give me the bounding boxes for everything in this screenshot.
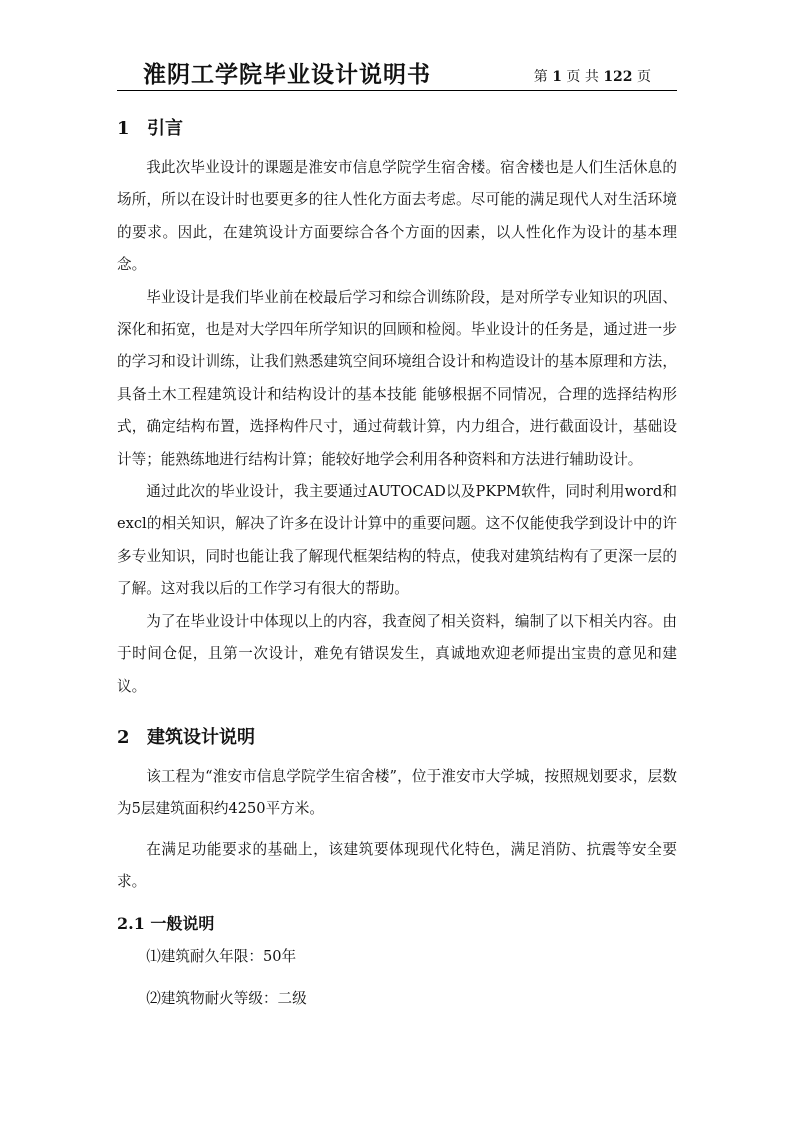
- page-indicator: [534, 66, 651, 86]
- section-1-heading: [117, 112, 677, 146]
- section-1-number: 1: [117, 118, 130, 139]
- list-item: ⑴建筑耐久年限：50年: [146, 947, 297, 965]
- section-2-paragraph-1: 该工程为“淮安市信息学院学生宿舍楼”，位于淮安市大学城，按照规划要求，层数为5层建筑面积约4250平方米。: [117, 767, 677, 818]
- total-pages: 122: [603, 69, 633, 85]
- section-2-title: 建筑设计说明: [147, 726, 255, 748]
- page-prefix: 第: [533, 69, 548, 85]
- section-1-paragraph-4: 为了在毕业设计中体现以上的内容，我查阅了相关资料，编制了以下相关内容。由于时间仓促，且第一次设计，难免有错误发生，真诚地欢迎老师提出宝贵的意见和建议。: [117, 612, 677, 695]
- section-1-paragraph-1: 我此次毕业设计的课题是淮安市信息学院学生宿舍楼。宿舍楼也是人们生活休息的场所，所以在设计时也要更多的往人性化方面去考虑。尽可能的满足现代人对生活环境的要求。因此，在建筑设计方面要综合各个方面的因素，以人性化作为设计的基本理念。: [117, 159, 677, 274]
- section-1-title: 引言: [147, 118, 183, 139]
- page-number: 1: [552, 69, 562, 85]
- section-1-paragraph-3: 通过此次的毕业设计，我主要通过AUTOCAD以及PKPM软件，同时利用word和excl的相关知识，解决了许多在设计计算中的重要问题。这不仅能使我学到设计中的许多专业知识，同时也能让我了解现代框架结构的特点，使我对建筑结构有了更深一层的了解。这对我以后的工作学习有很大的帮助。: [117, 483, 677, 598]
- header-title: 淮阴工学院毕业设计说明书: [143, 61, 431, 88]
- page-suffix: 页: [637, 69, 651, 85]
- section-2-heading: [117, 721, 677, 755]
- section-2-paragraph-2: 在满足功能要求的基础上，该建筑要体现现代化特色，满足消防、抗震等安全要求。: [117, 840, 677, 891]
- page-mid: 页 共: [566, 69, 599, 85]
- list-item: ⑵建筑物耐火等级：二级: [146, 989, 307, 1007]
- document-body: [117, 112, 677, 1015]
- section-1-paragraph-2: 毕业设计是我们毕业前在校最后学习和综合训练阶段，是对所学专业知识的巩固、深化和拓宽，也是对大学四年所学知识的回顾和检阅。毕业设计的任务是，通过进一步的学习和设计训练，让我们熟悉建筑空间环境组合设计和构造设计的基本原理和方法，具备土木工程建筑设计和结构设计的基本技能 能够根据不同情况，合理的选择结构形式，确定结构布置，选择构件尺寸，通过荷载计算，内力组合，进行截面设计，基础设计等；能熟练地进行结构计算；能较好地学会利用各种资料和方法进行辅助设计。: [117, 288, 677, 468]
- section-2-number: 2: [117, 726, 130, 748]
- subsection-2-1-heading: 2.1 一般说明: [117, 913, 215, 933]
- page-header: [117, 50, 677, 91]
